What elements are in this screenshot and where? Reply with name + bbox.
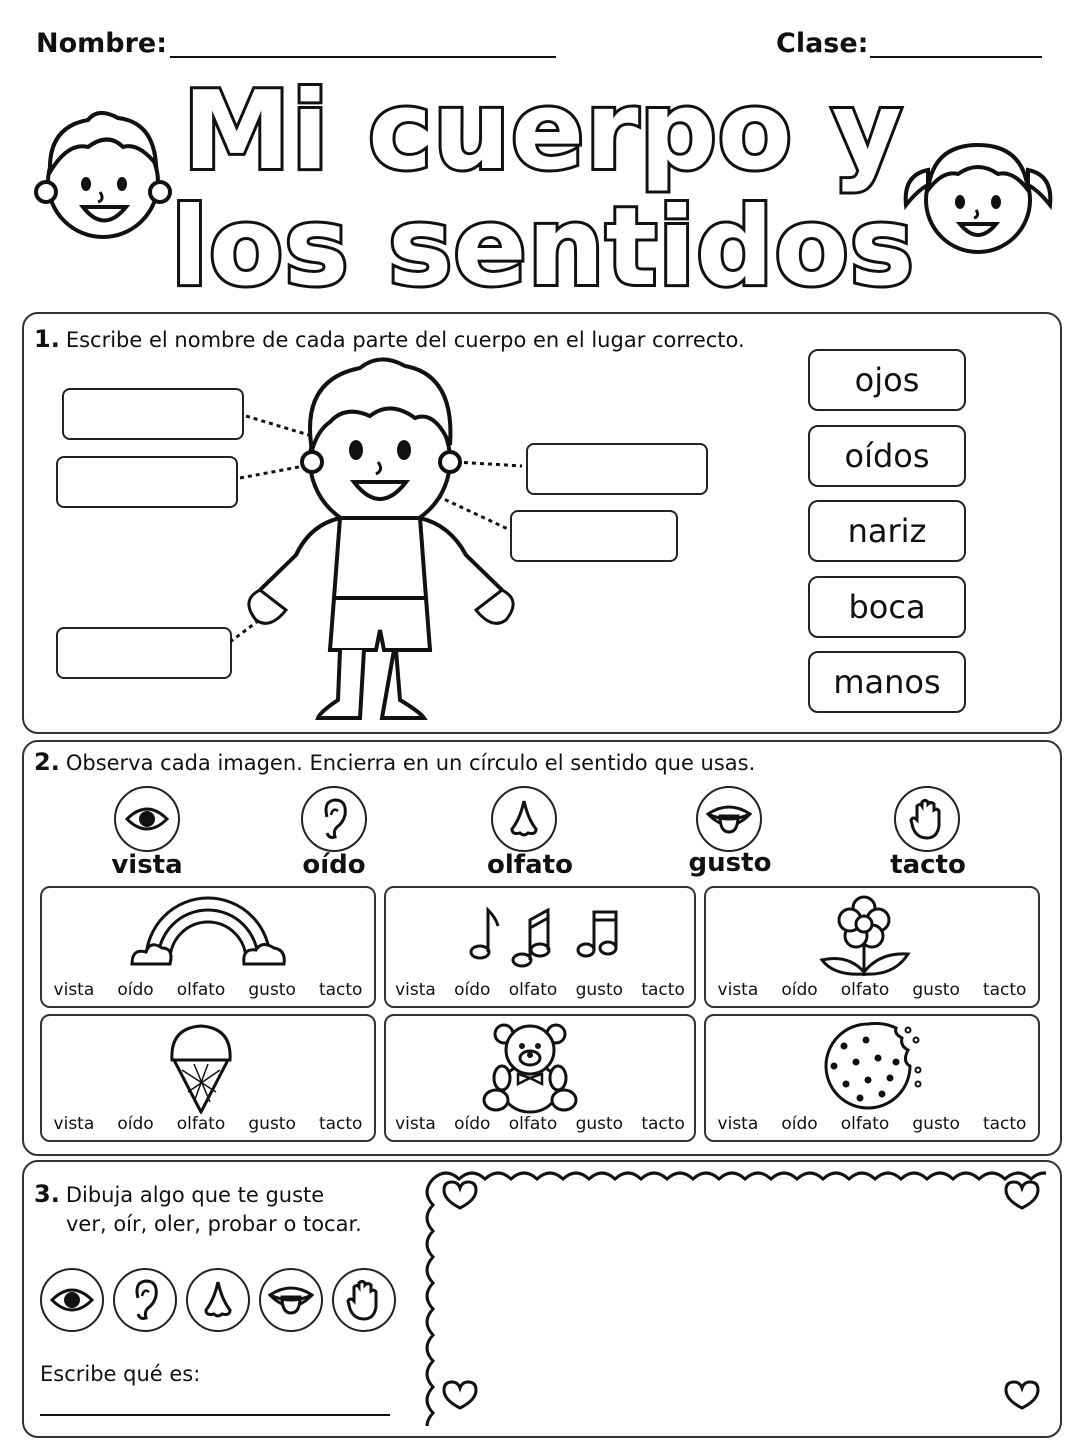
option-oido[interactable]: oído	[454, 1114, 491, 1134]
word-oidos[interactable]: oídos	[808, 425, 966, 487]
sense-label-vista: vista	[111, 850, 183, 880]
tongue-icon	[696, 786, 762, 852]
rainbow-icon	[128, 894, 288, 978]
nose-icon	[186, 1268, 250, 1332]
option-olfato[interactable]: olfato	[840, 1114, 890, 1134]
word-ojos[interactable]: ojos	[808, 349, 966, 411]
answer-box-2[interactable]	[56, 456, 238, 508]
option-gusto[interactable]: gusto	[248, 980, 296, 1000]
title-line-1: Mi cuerpo y	[182, 69, 903, 194]
option-gusto[interactable]: gusto	[575, 980, 624, 1000]
option-oido[interactable]: oído	[117, 980, 154, 1000]
word-boca[interactable]: boca	[808, 576, 966, 638]
section1-number: 1.	[34, 325, 60, 353]
section2-number: 2.	[34, 748, 60, 776]
option-vista[interactable]: vista	[717, 1114, 759, 1134]
answer-box-4[interactable]	[510, 510, 678, 562]
hand-icon	[332, 1268, 396, 1332]
flower-icon	[814, 894, 914, 978]
section1-instruction-text: Escribe el nombre de cada parte del cuerpo en el lugar correcto.	[65, 328, 745, 352]
options-row	[706, 980, 1038, 1000]
option-tacto[interactable]: tacto	[982, 980, 1027, 1000]
card-flower	[704, 886, 1040, 1008]
section3-instruction-line2: ver, oír, oler, probar o tocar.	[66, 1212, 362, 1236]
drawing-area[interactable]	[424, 1170, 1046, 1426]
child-body-icon	[230, 350, 530, 730]
sense-label-oido: oído	[302, 850, 366, 880]
option-vista[interactable]: vista	[53, 1114, 95, 1134]
card-cookie	[704, 1014, 1040, 1142]
options-row	[386, 1114, 694, 1134]
option-tacto[interactable]: tacto	[982, 1114, 1027, 1134]
options-row	[386, 980, 694, 1000]
section3-instruction	[34, 1180, 324, 1208]
option-tacto[interactable]: tacto	[318, 980, 363, 1000]
cookie-icon	[814, 1022, 924, 1112]
option-vista[interactable]: vista	[395, 1114, 436, 1134]
option-vista[interactable]: vista	[53, 980, 95, 1000]
answer-box-5[interactable]	[56, 627, 232, 679]
class-line[interactable]	[870, 56, 1042, 58]
options-row	[42, 1114, 374, 1134]
ear-icon	[301, 786, 367, 852]
option-olfato[interactable]: olfato	[840, 980, 890, 1000]
card-ice-cream	[40, 1014, 376, 1142]
write-label: Escribe qué es:	[40, 1362, 201, 1386]
card-music	[384, 886, 696, 1008]
option-oido[interactable]: oído	[454, 980, 491, 1000]
option-olfato[interactable]: olfato	[176, 980, 226, 1000]
write-line[interactable]	[40, 1414, 390, 1416]
title-line-2: los sentidos	[171, 185, 915, 310]
sense-label-olfato: olfato	[487, 850, 573, 880]
option-tacto[interactable]: tacto	[318, 1114, 363, 1134]
option-oido[interactable]: oído	[781, 1114, 818, 1134]
option-gusto[interactable]: gusto	[575, 1114, 624, 1134]
section3-number: 3.	[34, 1180, 60, 1208]
eye-icon	[40, 1268, 104, 1332]
card-teddy	[384, 1014, 696, 1142]
music-notes-icon	[466, 900, 626, 970]
option-tacto[interactable]: tacto	[641, 1114, 685, 1134]
option-gusto[interactable]: gusto	[912, 1114, 960, 1134]
option-olfato[interactable]: olfato	[508, 1114, 558, 1134]
sense-label-gusto: gusto	[688, 848, 772, 878]
option-vista[interactable]: vista	[717, 980, 759, 1000]
option-oido[interactable]: oído	[781, 980, 818, 1000]
ear-icon	[113, 1268, 177, 1332]
section3-instruction-line1: Dibuja algo que te guste	[65, 1183, 325, 1207]
option-gusto[interactable]: gusto	[912, 980, 960, 1000]
nose-icon	[491, 786, 557, 852]
word-nariz[interactable]: nariz	[808, 500, 966, 562]
name-label: Nombre:	[36, 28, 168, 59]
option-tacto[interactable]: tacto	[641, 980, 685, 1000]
word-manos[interactable]: manos	[808, 651, 966, 713]
hand-icon	[894, 786, 960, 852]
options-row	[706, 1114, 1038, 1134]
ice-cream-icon	[166, 1022, 236, 1114]
card-rainbow	[40, 886, 376, 1008]
tongue-icon	[259, 1268, 323, 1332]
option-oido[interactable]: oído	[117, 1114, 154, 1134]
section2-instruction-text: Observa cada imagen. Encierra en un círculo el sentido que usas.	[65, 751, 756, 775]
answer-box-3[interactable]	[526, 443, 708, 495]
teddy-bear-icon	[482, 1022, 578, 1118]
answer-box-1[interactable]	[62, 388, 244, 440]
options-row	[42, 980, 374, 1000]
option-gusto[interactable]: gusto	[248, 1114, 296, 1134]
sense-label-tacto: tacto	[890, 850, 966, 880]
section2-instruction	[34, 748, 755, 776]
class-label: Clase:	[776, 28, 869, 59]
option-vista[interactable]: vista	[395, 980, 436, 1000]
option-olfato[interactable]: olfato	[176, 1114, 226, 1134]
eye-icon	[114, 786, 180, 852]
name-line[interactable]	[170, 56, 556, 58]
option-olfato[interactable]: olfato	[508, 980, 558, 1000]
section1-instruction	[34, 325, 745, 353]
